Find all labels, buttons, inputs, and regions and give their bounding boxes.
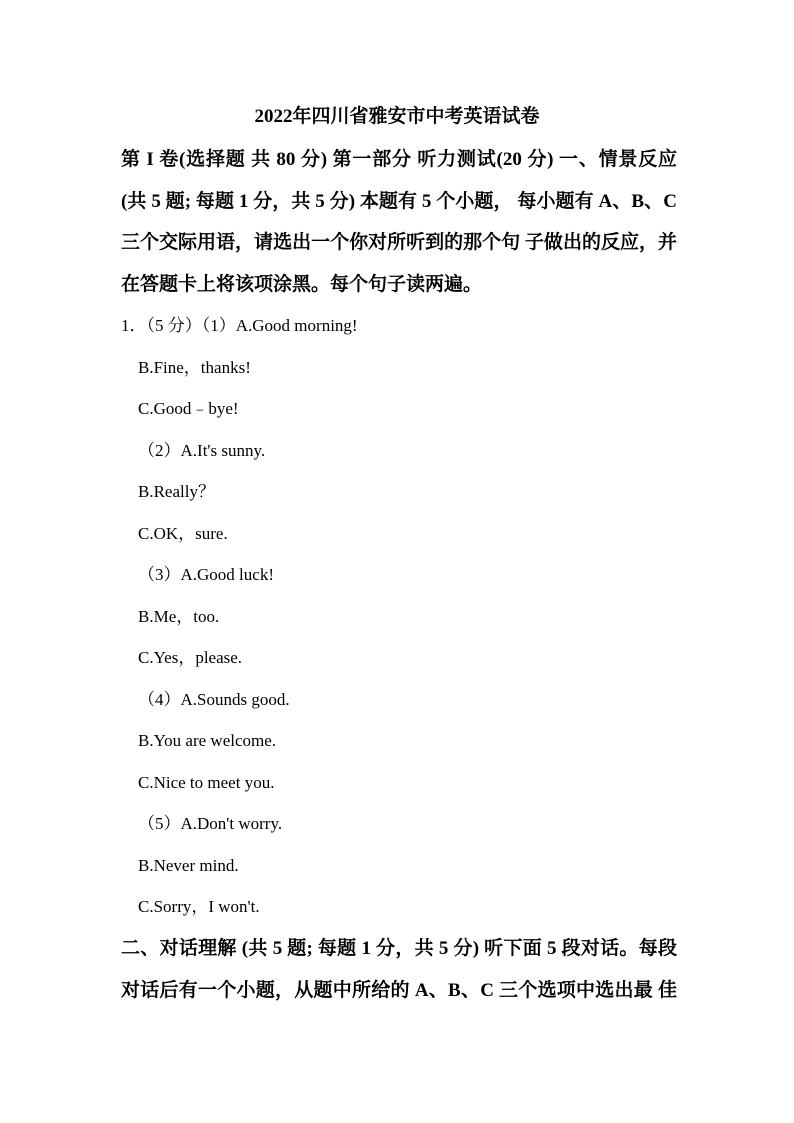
question-subitem: （3）A.Good luck! — [138, 565, 274, 584]
question-option: C.Yes，please. — [138, 648, 243, 667]
section2-line: 对话后有一个小题，从题中所给的 A、B、C 三个选项中选出最 佳 — [121, 979, 677, 1001]
question1-header: 1．（5 分）（1）A.Good morning! — [121, 316, 358, 335]
question-subitem: （2）A.It's sunny. — [138, 440, 266, 460]
question-option: B.Fine，thanks! — [138, 357, 251, 377]
question-option: B.Never mind. — [138, 855, 239, 875]
section2-instructions — [121, 928, 677, 1011]
section2-line: 二、对话理解 (共 5 题; 每题 1 分，共 5 分) 听下面 5 段对话。每段 — [121, 938, 677, 959]
question-option: C.Sorry，I won't. — [138, 897, 260, 916]
question-option: C.Good﹣bye! — [138, 399, 239, 418]
section1-line: 三个交际用语，请选出一个你对所听到的那个句 子做出的反应，并 — [121, 232, 677, 253]
question-option: B.Really？ — [138, 482, 215, 501]
question-subitem: （4）A.Sounds good. — [138, 689, 290, 709]
section1-instructions — [121, 139, 677, 305]
question-option: C.OK，sure. — [138, 523, 228, 543]
section1-line: (共 5 题; 每题 1 分，共 5 分) 本题有 5 个小题， 每小题有 A、B、C — [121, 190, 677, 212]
question-option: B.You are welcome. — [138, 731, 277, 750]
section1-line: 在答题卡上将该项涂黑。每个句子读两遍。 — [121, 273, 483, 295]
page-title: 2022年四川省雅安市中考英语试卷 — [254, 106, 540, 127]
question-option: C.Nice to meet you. — [138, 772, 275, 792]
question-subitem: （5）A.Don't worry. — [138, 814, 283, 833]
section1-line: 第 I 卷(选择题 共 80 分) 第一部分 听力测试(20 分) 一、情景反应 — [121, 149, 677, 170]
question-option: B.Me，too. — [138, 606, 220, 626]
